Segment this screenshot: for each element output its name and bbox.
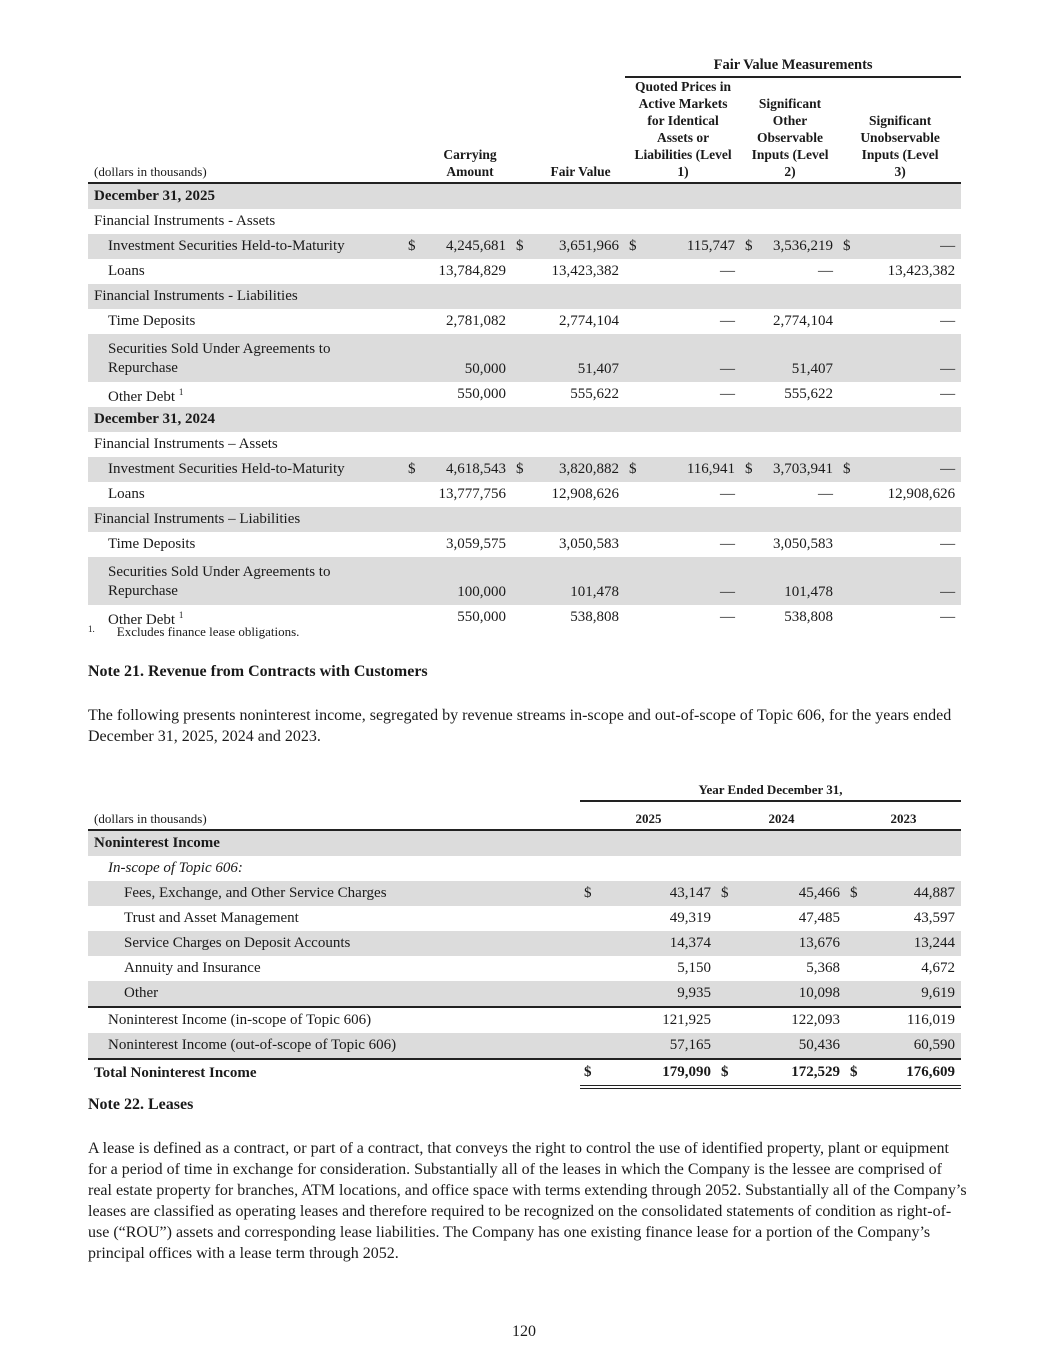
cell-value: 57,165 bbox=[669, 1037, 711, 1053]
col-header: Significant Other Observable Inputs (Level 2) bbox=[751, 96, 829, 179]
dollar-sign: $ bbox=[843, 238, 851, 254]
dollar-sign: $ bbox=[408, 238, 416, 254]
cell-value: 4,618,543 bbox=[446, 461, 506, 477]
row-label bbox=[88, 881, 580, 906]
table-row bbox=[88, 856, 961, 881]
cell-value: 115,747 bbox=[686, 238, 736, 254]
cell-value: 43,147 bbox=[669, 885, 711, 901]
cell-value: 14,374 bbox=[669, 935, 711, 951]
cell-value: — bbox=[940, 609, 956, 625]
row-label-text: Investment Securities Held-to-Maturity bbox=[108, 461, 345, 477]
table-row bbox=[88, 457, 961, 482]
empty-cell bbox=[580, 856, 961, 881]
dollar-sign bbox=[839, 382, 857, 407]
note21-intro: The following presents noninterest income, segregated by revenue streams in-scope and out-of-scope of Topic 606, for the years ended December 31, 2025, 2024 and 2023. bbox=[88, 707, 952, 745]
dollar-sign: $ bbox=[629, 461, 637, 477]
dollar-sign bbox=[625, 309, 643, 334]
empty-cell bbox=[404, 407, 961, 432]
dollar-sign bbox=[404, 605, 422, 630]
cell-value: 44,887 bbox=[913, 885, 956, 901]
row-label bbox=[88, 981, 580, 1007]
dollar-sign bbox=[404, 309, 422, 334]
fair-value-table bbox=[88, 50, 961, 630]
cell-value: — bbox=[720, 263, 736, 279]
table-row bbox=[88, 234, 961, 259]
dollar-sign: $ bbox=[717, 1059, 735, 1087]
dollar-sign bbox=[839, 259, 857, 284]
dollar-sign bbox=[717, 931, 735, 956]
cell-value: — bbox=[940, 536, 956, 552]
cell-value: — bbox=[940, 386, 956, 402]
cell-value: — bbox=[720, 584, 736, 600]
dollar-sign: $ bbox=[850, 885, 858, 901]
cell-value: 60,590 bbox=[913, 1037, 956, 1053]
unit-label: (dollars in thousands) bbox=[94, 811, 207, 826]
cell-value: 116,019 bbox=[864, 1007, 961, 1033]
table-row bbox=[88, 931, 961, 956]
dollar-sign bbox=[625, 259, 643, 284]
cell-value: 550,000 bbox=[457, 609, 506, 625]
row-label-text: Fees, Exchange, and Other Service Charges bbox=[124, 885, 387, 901]
cell-value: 5,150 bbox=[677, 960, 711, 976]
dollar-sign: $ bbox=[584, 885, 592, 901]
cell-value: 179,090 bbox=[600, 1059, 717, 1087]
year-header: 2024 bbox=[768, 811, 795, 826]
row-label-text: Service Charges on Deposit Accounts bbox=[124, 935, 351, 951]
row-label bbox=[88, 334, 404, 382]
dollar-sign bbox=[512, 482, 530, 507]
row-label-text: Securities Sold Under Agreements to Repurchase bbox=[108, 564, 331, 599]
row-label-text: Time Deposits bbox=[108, 313, 196, 329]
table-row bbox=[88, 309, 961, 334]
cell-value: 43,597 bbox=[913, 910, 956, 926]
row-label bbox=[88, 284, 404, 309]
dollar-sign bbox=[512, 309, 530, 334]
year-header: 2023 bbox=[890, 811, 917, 826]
dollar-sign bbox=[512, 382, 530, 407]
table-row bbox=[88, 407, 961, 432]
footnote-text: Excludes finance lease obligations. bbox=[116, 624, 300, 639]
row-label-text: Financial Instruments - Liabilities bbox=[94, 288, 298, 304]
page-number: 120 bbox=[512, 1323, 536, 1340]
empty-cell bbox=[404, 209, 961, 234]
dollar-sign bbox=[580, 981, 600, 1007]
year-group-header: Year Ended December 31, bbox=[580, 774, 961, 801]
note21-heading: Note 21. Revenue from Contracts with Customers bbox=[88, 663, 428, 680]
dollar-sign bbox=[625, 605, 643, 630]
table-row bbox=[88, 507, 961, 532]
row-label bbox=[88, 209, 404, 234]
row-label-text: December 31, 2024 bbox=[94, 411, 215, 427]
cell-value: 45,466 bbox=[798, 885, 840, 901]
dollar-sign bbox=[580, 956, 600, 981]
row-label bbox=[88, 507, 404, 532]
dollar-sign: $ bbox=[745, 461, 753, 477]
cell-value: 3,820,882 bbox=[559, 461, 620, 477]
row-label-text: Securities Sold Under Agreements to Repurchase bbox=[108, 341, 331, 376]
dollar-sign bbox=[404, 482, 422, 507]
dollar-sign bbox=[625, 382, 643, 407]
dollar-sign bbox=[625, 334, 643, 382]
dollar-sign bbox=[580, 1033, 600, 1059]
col-header: Carrying Amount bbox=[443, 147, 497, 179]
cell-value: 2,774,104 bbox=[559, 313, 620, 329]
dollar-sign bbox=[717, 956, 735, 981]
dollar-sign bbox=[625, 482, 643, 507]
dollar-sign bbox=[404, 557, 422, 605]
table-row bbox=[88, 956, 961, 981]
cell-value: 13,423,382 bbox=[887, 263, 956, 279]
row-label bbox=[88, 856, 580, 881]
cell-value: 5,368 bbox=[806, 960, 840, 976]
table-row bbox=[88, 881, 961, 906]
cell-value: 122,093 bbox=[735, 1007, 846, 1033]
table-row bbox=[88, 1007, 961, 1033]
cell-value: 13,423,382 bbox=[551, 263, 620, 279]
dollar-sign bbox=[404, 334, 422, 382]
table-row bbox=[88, 432, 961, 457]
dollar-sign bbox=[839, 334, 857, 382]
footnote-marker: 1. bbox=[88, 624, 95, 634]
noninterest-income-table bbox=[88, 774, 961, 1089]
dollar-sign bbox=[846, 1007, 864, 1033]
dollar-sign: $ bbox=[629, 238, 637, 254]
table-row bbox=[88, 183, 961, 209]
dollar-sign bbox=[846, 906, 864, 931]
cell-value: 101,478 bbox=[784, 584, 834, 600]
cell-value: 2,781,082 bbox=[446, 313, 506, 329]
row-label-text: Noninterest Income bbox=[94, 835, 220, 851]
dollar-sign bbox=[741, 605, 759, 630]
dollar-sign bbox=[512, 605, 530, 630]
table-row bbox=[88, 482, 961, 507]
row-label bbox=[88, 309, 404, 334]
col-header: Fair Value bbox=[550, 164, 611, 179]
cell-value: 49,319 bbox=[669, 910, 711, 926]
cell-value: 3,703,941 bbox=[773, 461, 834, 477]
dollar-sign bbox=[512, 334, 530, 382]
dollar-sign bbox=[512, 532, 530, 557]
cell-value: 51,407 bbox=[791, 361, 834, 377]
row-label-text: Time Deposits bbox=[108, 536, 196, 552]
dollar-sign bbox=[839, 557, 857, 605]
table-row bbox=[88, 284, 961, 309]
table-row bbox=[88, 1033, 961, 1059]
row-label-text: Trust and Asset Management bbox=[124, 910, 299, 926]
dollar-sign bbox=[717, 1033, 735, 1059]
row-label-text: December 31, 2025 bbox=[94, 188, 215, 204]
dollar-sign: $ bbox=[408, 461, 416, 477]
dollar-sign bbox=[741, 482, 759, 507]
dollar-sign bbox=[741, 309, 759, 334]
row-label bbox=[88, 1007, 580, 1033]
row-label-text: Other Debt bbox=[108, 611, 176, 628]
cell-value: 13,777,756 bbox=[438, 486, 506, 502]
row-label-text: Other Debt bbox=[108, 388, 176, 405]
table-row bbox=[88, 209, 961, 234]
dollar-sign bbox=[625, 557, 643, 605]
row-label-text: Financial Instruments – Assets bbox=[94, 436, 278, 452]
dollar-sign bbox=[846, 956, 864, 981]
cell-value: 12,908,626 bbox=[887, 486, 956, 502]
cell-value: — bbox=[720, 313, 736, 329]
row-label bbox=[88, 557, 404, 605]
cell-value: 172,529 bbox=[735, 1059, 846, 1087]
row-label-text: Loans bbox=[108, 263, 145, 279]
row-label bbox=[88, 432, 404, 457]
cell-value: — bbox=[818, 486, 834, 502]
empty-cell bbox=[580, 830, 961, 856]
dollar-sign bbox=[846, 931, 864, 956]
cell-value: 12,908,626 bbox=[551, 486, 620, 502]
row-label-text: Noninterest Income (out-of-scope of Topic 606) bbox=[108, 1037, 397, 1053]
cell-value: — bbox=[940, 313, 956, 329]
year-header: 2025 bbox=[635, 811, 662, 826]
row-label-text: Noninterest Income (in-scope of Topic 606) bbox=[108, 1012, 372, 1028]
cell-value: 9,935 bbox=[677, 985, 711, 1001]
dollar-sign: $ bbox=[516, 461, 524, 477]
col-header: Significant Unobservable Inputs (Level 3) bbox=[860, 113, 940, 179]
cell-value: 100,000 bbox=[457, 584, 506, 600]
cell-value: 51,407 bbox=[577, 361, 620, 377]
dollar-sign bbox=[512, 259, 530, 284]
cell-value: 101,478 bbox=[570, 584, 620, 600]
dollar-sign bbox=[741, 334, 759, 382]
empty-cell bbox=[404, 284, 961, 309]
row-label bbox=[88, 830, 580, 856]
dollar-sign bbox=[846, 1033, 864, 1059]
cell-value: — bbox=[720, 609, 736, 625]
row-label bbox=[88, 1033, 580, 1059]
dollar-sign bbox=[580, 906, 600, 931]
dollar-sign bbox=[839, 605, 857, 630]
cell-value: 4,672 bbox=[921, 960, 956, 976]
row-label bbox=[88, 457, 404, 482]
dollar-sign bbox=[839, 532, 857, 557]
note22-body: A lease is defined as a contract, or part of a contract, that conveys the right to control the use of identified property, plant or equipment for a period of time in exchange for consideration. Substantially all of the leases in which the Company is the lessee are comprised of real estate property for branches, ATM locations, and office space with terms extending through 2052. Substantially all of the Company’s leases are classified as operating leases and therefore required to be recognized on the consolidated statements of condition as right-of-use (“ROU”) assets and corresponding lease liabilities. The Company has one existing finance lease for a portion of the Company’s principal offices with a lease term through 2052. bbox=[88, 1140, 967, 1262]
cell-value: 13,676 bbox=[798, 935, 840, 951]
unit-label: (dollars in thousands) bbox=[94, 164, 207, 179]
cell-value: 3,651,966 bbox=[559, 238, 620, 254]
cell-value: 121,925 bbox=[600, 1007, 717, 1033]
dollar-sign bbox=[846, 981, 864, 1007]
note22-heading: Note 22. Leases bbox=[88, 1096, 194, 1113]
empty-cell bbox=[404, 507, 961, 532]
row-label-text: Other bbox=[124, 985, 159, 1001]
dollar-sign bbox=[839, 309, 857, 334]
dollar-sign bbox=[404, 382, 422, 407]
dollar-sign: $ bbox=[516, 238, 524, 254]
cell-value: — bbox=[940, 238, 956, 254]
table-row bbox=[88, 981, 961, 1007]
dollar-sign bbox=[717, 1007, 735, 1033]
dollar-sign: $ bbox=[721, 885, 729, 901]
dollar-sign bbox=[717, 906, 735, 931]
row-label bbox=[88, 234, 404, 259]
row-label bbox=[88, 482, 404, 507]
row-label bbox=[88, 956, 580, 981]
row-label bbox=[88, 906, 580, 931]
dollar-sign bbox=[741, 382, 759, 407]
cell-value: 2,774,104 bbox=[773, 313, 834, 329]
table-row bbox=[88, 830, 961, 856]
table-row bbox=[88, 1059, 961, 1087]
cell-value: — bbox=[940, 461, 956, 477]
table-row bbox=[88, 557, 961, 605]
row-label-text: Financial Instruments - Assets bbox=[94, 213, 276, 229]
cell-value: 538,808 bbox=[570, 609, 620, 625]
dollar-sign: $ bbox=[745, 238, 753, 254]
empty-cell bbox=[404, 432, 961, 457]
dollar-sign bbox=[512, 557, 530, 605]
dollar-sign bbox=[717, 981, 735, 1007]
footnote-ref: 1 bbox=[178, 609, 184, 620]
cell-value: 10,098 bbox=[798, 985, 840, 1001]
row-label-text: Financial Instruments – Liabilities bbox=[94, 511, 301, 527]
cell-value: — bbox=[940, 361, 956, 377]
cell-value: 47,485 bbox=[798, 910, 840, 926]
cell-value: 50,436 bbox=[798, 1037, 840, 1053]
cell-value: 3,536,219 bbox=[773, 238, 834, 254]
cell-value: 50,000 bbox=[464, 361, 506, 377]
dollar-sign bbox=[404, 259, 422, 284]
cell-value: 116,941 bbox=[686, 461, 736, 477]
cell-value: 4,245,681 bbox=[446, 238, 506, 254]
table-row bbox=[88, 334, 961, 382]
cell-value: 176,609 bbox=[864, 1059, 961, 1087]
cell-value: 3,059,575 bbox=[446, 536, 506, 552]
empty-cell bbox=[404, 183, 961, 209]
cell-value: 9,619 bbox=[921, 985, 956, 1001]
dollar-sign bbox=[580, 1007, 600, 1033]
row-label bbox=[88, 1059, 580, 1087]
cell-value: 550,000 bbox=[457, 386, 506, 402]
cell-value: 538,808 bbox=[784, 609, 834, 625]
cell-value: — bbox=[720, 536, 736, 552]
cell-value: — bbox=[818, 263, 834, 279]
row-label bbox=[88, 407, 404, 432]
row-label bbox=[88, 382, 404, 407]
cell-value: 13,784,829 bbox=[438, 263, 506, 279]
row-label-text: Loans bbox=[108, 486, 145, 502]
table-row bbox=[88, 906, 961, 931]
dollar-sign bbox=[741, 259, 759, 284]
col-header: Quoted Prices in Active Markets for Identical Assets or Liabilities (Level 1) bbox=[634, 79, 732, 179]
cell-value: — bbox=[720, 386, 736, 402]
row-label-text: Investment Securities Held-to-Maturity bbox=[108, 238, 345, 254]
dollar-sign bbox=[625, 532, 643, 557]
row-label bbox=[88, 931, 580, 956]
cell-value: 3,050,583 bbox=[773, 536, 834, 552]
row-label-text: Total Noninterest Income bbox=[94, 1065, 257, 1081]
footnote bbox=[88, 624, 299, 640]
cell-value: 555,622 bbox=[570, 386, 620, 402]
cell-value: — bbox=[720, 486, 736, 502]
table-row bbox=[88, 259, 961, 284]
cell-value: 13,244 bbox=[913, 935, 956, 951]
row-label bbox=[88, 259, 404, 284]
dollar-sign bbox=[580, 931, 600, 956]
dollar-sign bbox=[741, 532, 759, 557]
row-label-text: In-scope of Topic 606: bbox=[108, 860, 243, 876]
cell-value: 3,050,583 bbox=[559, 536, 620, 552]
row-label-text: Annuity and Insurance bbox=[124, 960, 261, 976]
cell-value: — bbox=[940, 584, 956, 600]
fair-value-group-header: Fair Value Measurements bbox=[625, 50, 961, 77]
row-label bbox=[88, 532, 404, 557]
row-label bbox=[88, 183, 404, 209]
dollar-sign: $ bbox=[580, 1059, 600, 1087]
dollar-sign: $ bbox=[843, 461, 851, 477]
dollar-sign bbox=[741, 557, 759, 605]
table-row bbox=[88, 532, 961, 557]
dollar-sign bbox=[404, 532, 422, 557]
footnote-ref: 1 bbox=[178, 386, 184, 397]
table-row bbox=[88, 382, 961, 407]
cell-value: — bbox=[720, 361, 736, 377]
dollar-sign bbox=[839, 482, 857, 507]
dollar-sign: $ bbox=[846, 1059, 864, 1087]
cell-value: 555,622 bbox=[784, 386, 834, 402]
